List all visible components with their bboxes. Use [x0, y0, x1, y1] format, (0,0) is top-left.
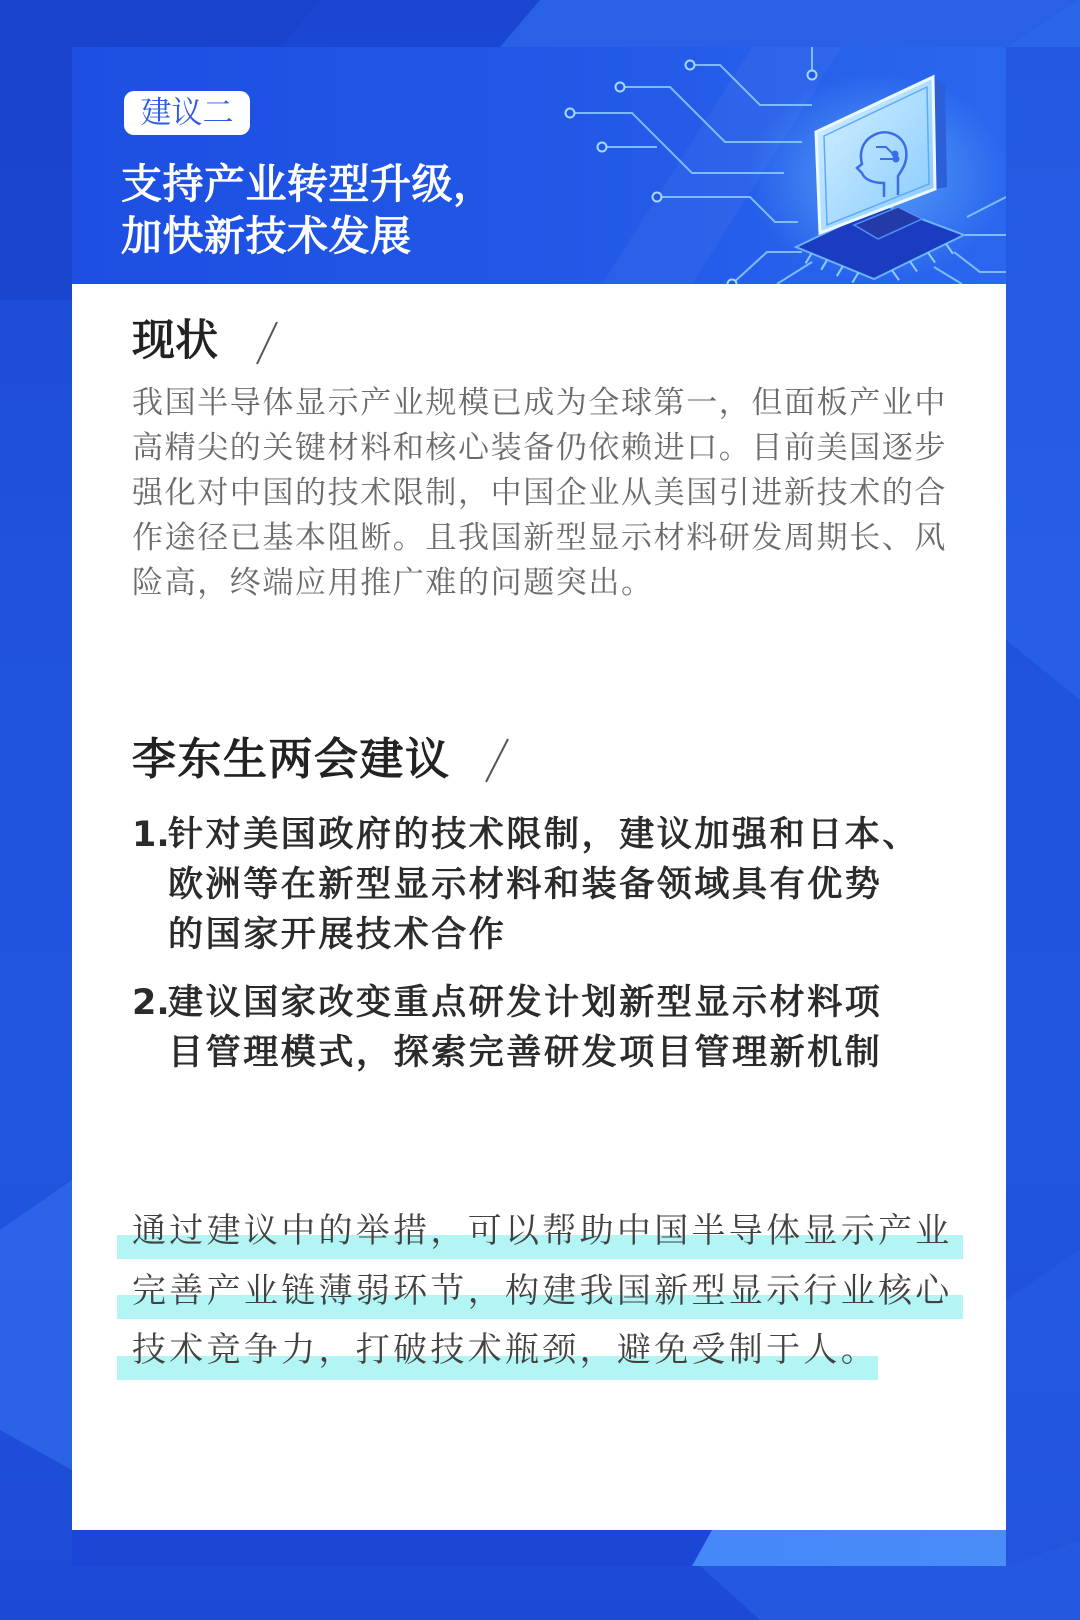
card-footer-band [72, 1530, 1006, 1566]
conclusion-line: 完善产业链薄弱环节，构建我国新型显示行业核心 [132, 1270, 953, 1311]
status-line: 高精尖的关键材料和核心装备仍依赖进口。目前美国逐步 [132, 429, 947, 466]
status-line: 强化对中国的技术限制，中国企业从美国引进新技术的合 [132, 474, 947, 511]
proposal-number: 1. [132, 815, 170, 855]
background-shape [0, 1180, 72, 1470]
proposal-text [168, 810, 920, 960]
proposal-line: 的国家开展技术合作 [168, 915, 507, 955]
proposal-text [168, 978, 882, 1078]
conclusion-paragraph [132, 1202, 953, 1381]
proposal-card [72, 47, 1006, 1566]
proposal-line: 目管理模式，探索完善研发项目管理新机制 [168, 1032, 883, 1073]
footer-accent-shape [72, 1530, 1006, 1566]
status-line: 我国半导体显示产业规模已成为全球第一，但面板产业中 [132, 384, 947, 421]
proposal-item [132, 810, 992, 970]
status-line: 险高，终端应用推广难的问题突出。 [132, 564, 654, 601]
proposal-line: 针对美国政府的技术限制，建议加强和日本、 [168, 815, 921, 855]
proposal-line: 欧洲等在新型显示材料和装备领域具有优势 [168, 865, 883, 905]
status-line: 作途径已基本阻断。且我国新型显示材料研发周期长、风 [132, 519, 947, 556]
slash-divider-icon [257, 322, 277, 364]
status-paragraph [132, 381, 947, 606]
proposal-number: 2. [132, 982, 170, 1023]
header-title-line: 支持产业转型升级， [121, 160, 495, 208]
background-shape [1006, 0, 1080, 700]
header-title-line: 加快新技术发展 [121, 212, 412, 260]
background-shape [1006, 1250, 1080, 1566]
slash-divider-icon [486, 739, 508, 782]
status-heading: 现状 [132, 316, 218, 366]
conclusion-line: 通过建议中的举措，可以帮助中国半导体显示产业 [132, 1211, 953, 1251]
proposal-line: 建议国家改变重点研发计划新型显示材料项 [168, 982, 883, 1023]
conclusion-line: 技术竞争力，打破技术瓶颈，避免受制于人。 [132, 1330, 878, 1370]
proposal-tag: 建议二 [124, 91, 250, 135]
proposal-item [132, 978, 992, 1138]
background-shape [500, 0, 1080, 47]
proposals-heading: 李东生两会建议 [132, 733, 451, 785]
